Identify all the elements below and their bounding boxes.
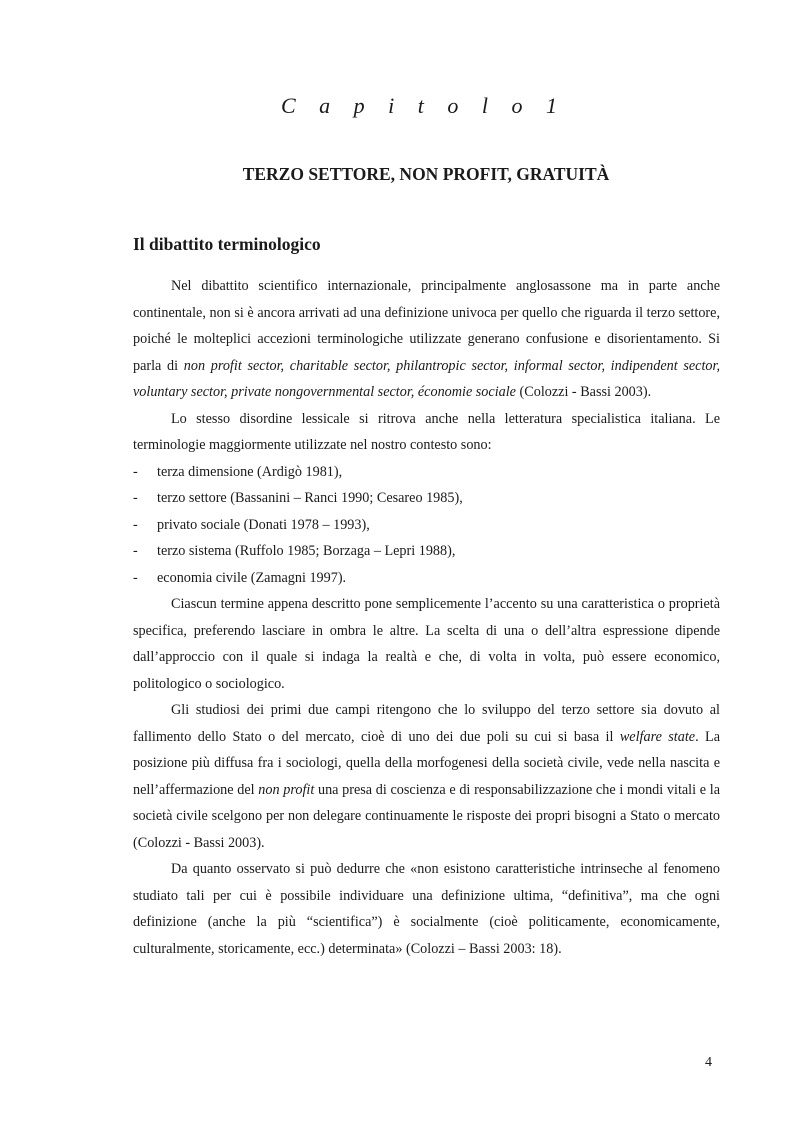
- list-item: [133, 538, 720, 565]
- paragraph-1: [133, 273, 720, 406]
- list-dash: -: [133, 463, 138, 480]
- list-item-text: terza dimensione (Ardigò 1981),: [157, 463, 343, 480]
- sector-terms: non profit sector, charitable sector, philantropic sector, informal sector, indipendent sector, voluntary sector, private nongovernmental sector, économie sociale: [133, 357, 721, 400]
- chapter-label: C a p i t o l o 1: [280, 93, 566, 118]
- section-heading: Il dibattito terminologico: [133, 234, 321, 254]
- list-item: [133, 512, 720, 539]
- paragraph-2: Lo stesso disordine lessicale si ritrova anche nella letteratura specialistica italiana. Le terminologie maggiormente utilizzate nel nostro contesto sono:: [133, 410, 720, 453]
- terminology-list: [133, 459, 720, 592]
- nonprofit-term: non profit: [258, 781, 315, 798]
- paragraph-5: Da quanto osservato si può dedurre che «non esistono caratteristiche intrinseche al fenomeno studiato tali per cui è possibile individuare una definizione ultima, “definitiva”, ma che ogni definizione (anche la più “scientifica”) è socialmente (cioè politicamente, economicamente, culturalmente, storicamente, ecc.) determinata» (Colozzi – Bassi 2003: 18).: [133, 861, 720, 957]
- list-item: [133, 565, 720, 592]
- body-text: [133, 273, 720, 962]
- paragraph-4-text-b: . La posizione più diffusa fra i sociologi, quella della morfogenesi della società civile, vede nella nascita e nell’affermazione del: [133, 728, 721, 798]
- paragraph-3: Ciascun termine appena descritto pone semplicemente l’accento su una caratteristica o proprietà specifica, preferendo lasciare in ombra le altre. La scelta di una o dell’altra espressione dipende dall’approccio con il quale si indaga la realtà e che, di volta in volta, può essere economico, politologico o sociologico.: [133, 596, 720, 692]
- list-item-text: terzo settore (Bassanini – Ranci 1990; Cesareo 1985),: [157, 490, 463, 506]
- list-item-text: terzo sistema (Ruffolo 1985; Borzaga – Lepri 1988),: [157, 543, 456, 559]
- paragraph-1-text-a: Nel dibattito scientifico internazionale, principalmente anglosassone ma in parte anche continentale, non si è ancora arrivati ad una definizione univoca per quello che riguarda il terzo settore, poiché le molteplici accezioni terminologiche utilizzate generano confusione e disorientamento. Si parla di: [133, 278, 720, 374]
- welfare-term: welfare state: [619, 728, 696, 745]
- page-number: 4: [705, 1055, 712, 1070]
- paragraph-1-text-b: (Colozzi - Bassi 2003).: [515, 384, 652, 400]
- paragraph-4-text-a: Gli studiosi dei primi due campi ritengono che lo sviluppo del terzo settore sia dovuto al fallimento dello Stato o del mercato, cioè di uno dei due poli su cui si basa il: [133, 702, 720, 745]
- list-dash: -: [133, 543, 138, 559]
- chapter-title: TERZO SETTORE, NON PROFIT, GRATUITÀ: [242, 164, 610, 184]
- list-dash: -: [133, 490, 138, 506]
- list-item: [133, 485, 720, 512]
- list-item: [133, 459, 720, 486]
- list-item-text: economia civile (Zamagni 1997).: [157, 569, 347, 586]
- list-dash: -: [133, 516, 138, 533]
- paragraph-4: [133, 697, 720, 856]
- paragraph-4-text-c: una presa di coscienza e di responsabilizzazione che i mondi vitali e la società civile scelgono per non delegare continuamente le risposte dei propri bisogni a Stato o mercato (Colozzi - Bassi 2003).: [133, 781, 720, 851]
- list-item-text: privato sociale (Donati 1978 – 1993),: [157, 516, 370, 533]
- list-dash: -: [133, 569, 138, 586]
